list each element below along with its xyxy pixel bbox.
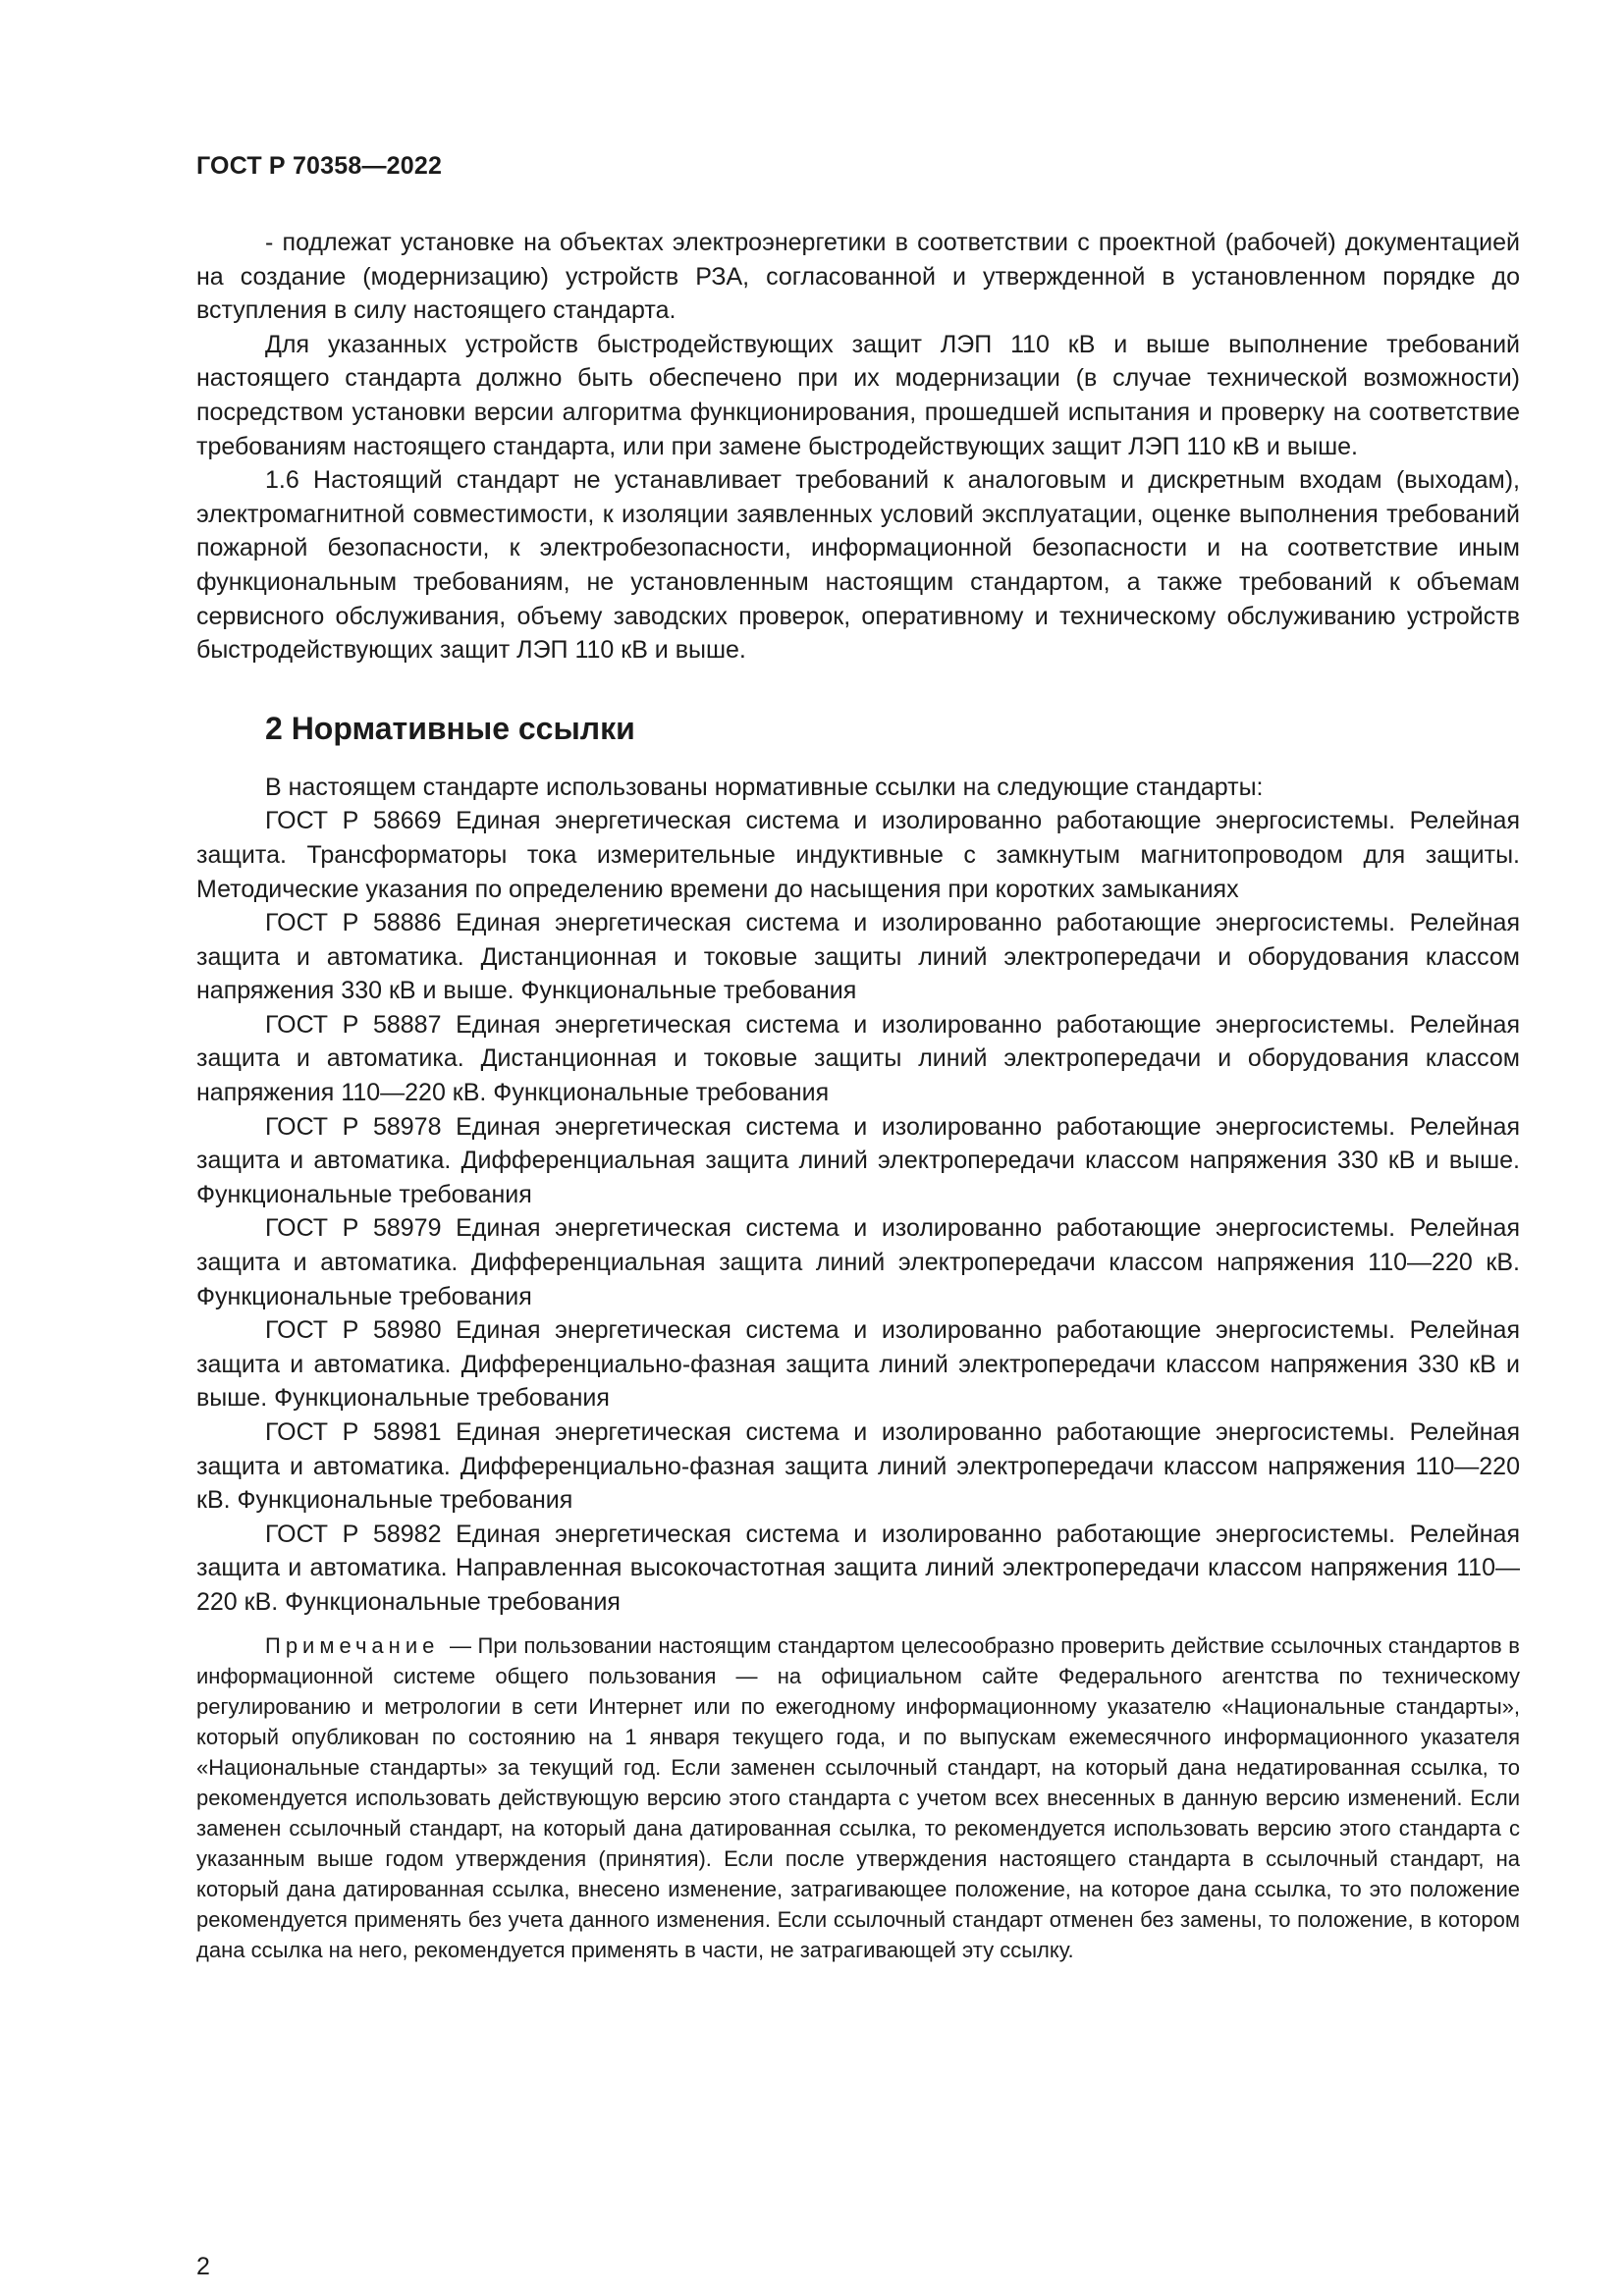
reference-item: ГОСТ Р 58979 Единая энергетическая система и изолированно работающие энергосистемы. Релейная защита и автоматика. Дифференциальная защита линий электропередачи классом напряжения 110—220 кВ. Функциональные требования bbox=[196, 1214, 1520, 1310]
reference-item: ГОСТ Р 58980 Единая энергетическая система и изолированно работающие энергосистемы. Релейная защита и автоматика. Дифференциально-фазная защита линий электропередачи классом напряжения 330 кВ и выше. Функциональные требования bbox=[196, 1316, 1520, 1413]
reference-item: ГОСТ Р 58886 Единая энергетическая система и изолированно работающие энергосистемы. Релейная защита и автоматика. Дистанционная и токовые защиты линий электропередачи и оборудования классом напряжения 330 кВ и выше. Функциональные требования bbox=[196, 909, 1520, 1005]
reference-item: ГОСТ Р 58669 Единая энергетическая система и изолированно работающие энергосистемы. Релейная защита. Трансформаторы тока измерительные индуктивные с замкнутым магнитопроводом для защиты. Методические указания по определению времени до насыщения при коротких замыканиях bbox=[196, 807, 1520, 903]
paragraph-installation-requirement: - подлежат установке на объектах электроэнергетики в соответствии с проектной (рабочей) документацией на создание (модернизацию) устройств РЗА, согласованной и утвержденной в установленном порядке до вступления в силу настоящего стандарта. bbox=[196, 229, 1520, 325]
section-1-continuation bbox=[196, 226, 1520, 667]
document-header-title: ГОСТ Р 70358—2022 bbox=[196, 152, 443, 180]
reference-item: ГОСТ Р 58978 Единая энергетическая система и изолированно работающие энергосистемы. Релейная защита и автоматика. Дифференциальная защита линий электропередачи классом напряжения 330 кВ и выше. Функциональные требования bbox=[196, 1112, 1520, 1208]
references-intro: В настоящем стандарте использованы нормативные ссылки на следующие стандарты: bbox=[265, 773, 1264, 801]
document-page bbox=[196, 149, 1520, 1987]
references-note bbox=[196, 1630, 1520, 1965]
reference-item: ГОСТ Р 58982 Единая энергетическая система и изолированно работающие энергосистемы. Релейная защита и автоматика. Направленная высокочастотная защита линий электропередачи классом напряжения 110—220 кВ. Функциональные требования bbox=[196, 1520, 1520, 1616]
note-text: — При пользовании настоящим стандартом целесообразно проверить действие ссылочных стандартов в информационной системе общего пользования — на официальном сайте Федерального агентства по техническому регулированию и метрологии в сети Интернет или по ежегодному информационному указателю «Национальные стандарты», который опубликован по состоянию на 1 января текущего года, и по выпускам ежемесячного информационного указателя «Национальные стандарты» за текущий год. Если заменен ссылочный стандарт, на который дана недатированная ссылка, то рекомендуется использовать действующую версию этого стандарта с учетом всех внесенных в данную версию изменений. Если заменен ссылочный стандарт, на который дана датированная ссылка, то рекомендуется использовать версию этого стандарта с указанным выше годом утверждения (принятия). Если после утверждения настоящего стандарта в ссылочный стандарт, на который дана датированная ссылка, внесено изменение, затрагивающее положение, на которое дана ссылка, то это положение рекомендуется применять без учета данного изменения. Если ссылочный стандарт отменен без замены, то положение, в котором дана ссылка на него, рекомендуется применять в части, не затрагивающей эту ссылку. bbox=[196, 1632, 1520, 1962]
note-label: Примечание bbox=[265, 1632, 440, 1658]
section-heading-normative-references: 2 Нормативные ссылки bbox=[265, 710, 635, 746]
section-2-normative-references bbox=[196, 771, 1520, 1965]
page-number: 2 bbox=[196, 2253, 210, 2280]
reference-item: ГОСТ Р 58887 Единая энергетическая система и изолированно работающие энергосистемы. Релейная защита и автоматика. Дистанционная и токовые защиты линий электропередачи и оборудования классом напряжения 110—220 кВ. Функциональные требования bbox=[196, 1010, 1520, 1107]
reference-item: ГОСТ Р 58981 Единая энергетическая система и изолированно работающие энергосистемы. Релейная защита и автоматика. Дифференциально-фазная защита линий электропередачи классом напряжения 110—220 кВ. Функциональные требования bbox=[196, 1418, 1520, 1515]
paragraph-1-6-scope-exclusions: 1.6 Настоящий стандарт не устанавливает требований к аналоговым и дискретным входам (выходам), электромагнитной совместимости, к изоляции заявленных условий эксплуатации, оценке выполнения требований пожарной безопасности, к электробезопасности, информационной безопасности и на соответствие иным функциональным требованиям, не установленным настоящим стандартом, а также требований к объемам сервисного обслуживания, объему заводских проверок, оперативному и техническому обслуживанию устройств быстродействующих защит ЛЭП 110 кВ и выше. bbox=[196, 466, 1520, 665]
paragraph-modernization-requirement: Для указанных устройств быстродействующих защит ЛЭП 110 кВ и выше выполнение требований настоящего стандарта должно быть обеспечено при их модернизации (в случае технической возможности) посредством установки версии алгоритма функционирования, прошедшей испытания и проверку на соответствие требованиям настоящего стандарта, или при замене быстродействующих защит ЛЭП 110 кВ и выше. bbox=[196, 330, 1520, 460]
